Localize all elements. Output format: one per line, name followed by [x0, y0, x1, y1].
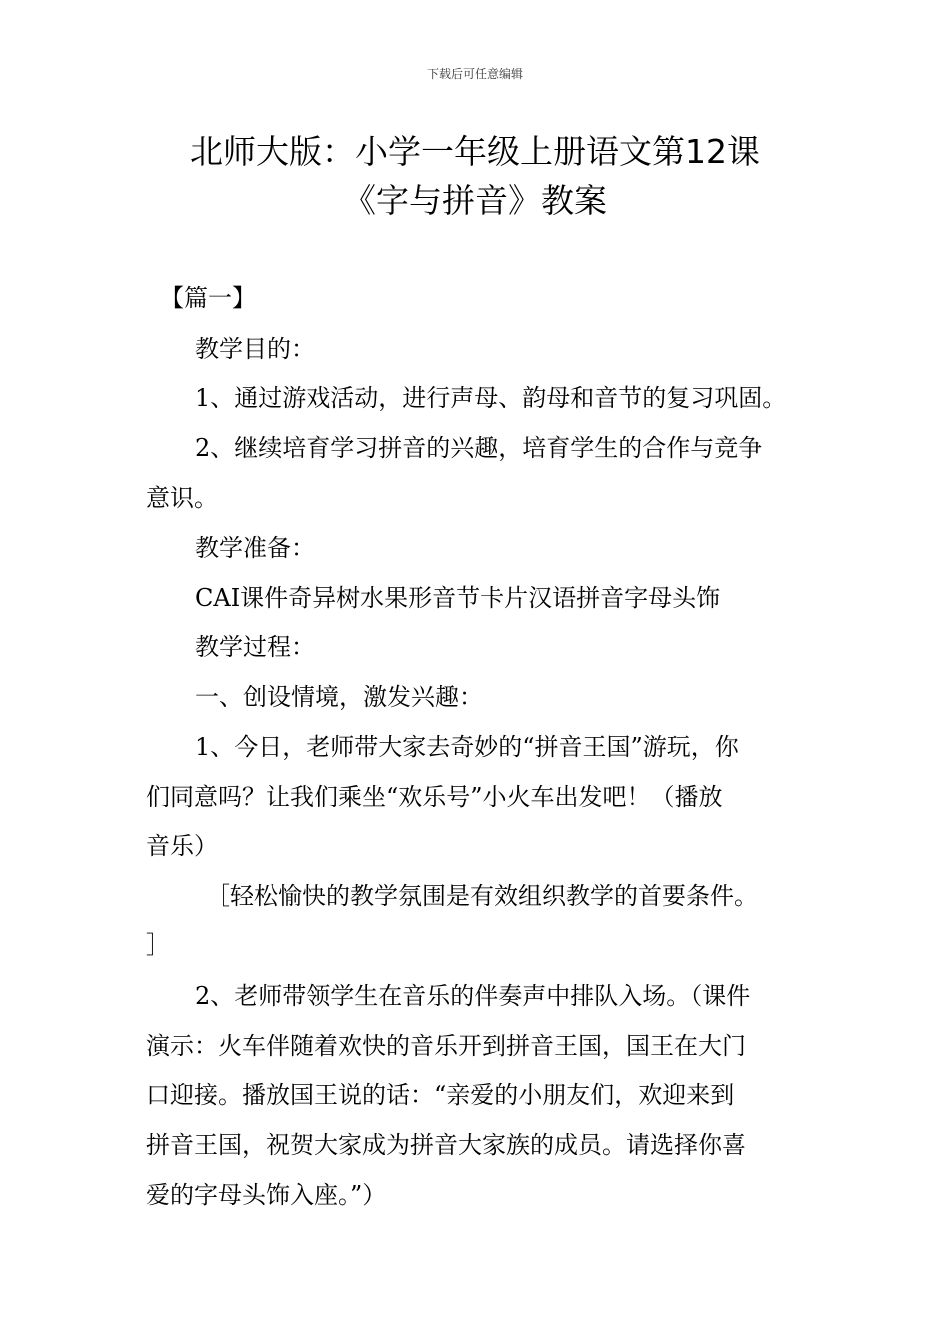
teaching-note-line-2: ］ [146, 931, 170, 959]
goal-item-2-line-2: 意识。 [146, 484, 218, 512]
goal-heading: 教学目的： [195, 335, 315, 363]
paragraph-2-line-1: 2、老师带领学生在音乐的伴奏声中排队入场。（课件 [195, 982, 751, 1010]
header-note: 下载后可任意编辑 [426, 67, 523, 81]
paragraph-2-line-3: 口迎接。播放国王说的话：“亲爱的小朋友们，欢迎来到 [146, 1081, 735, 1109]
paragraph-2-line-5: 爱的字母头饰入座。”） [146, 1181, 387, 1209]
teaching-note-line-1: ［轻松愉快的教学氛围是有效组织教学的首要条件。 [206, 882, 758, 910]
prep-items: CAI课件奇异树水果形音节卡片汉语拼音字母头饰 [195, 584, 721, 612]
step1-heading: 一、创设情境，激发兴趣： [195, 683, 483, 711]
goal-item-2-line-1: 2、继续培育学习拼音的兴趣，培育学生的合作与竞争 [195, 434, 763, 462]
paragraph-1-line-1: 1、今日，老师带大家去奇妙的“拼音王国”游玩，你 [195, 733, 739, 761]
title-line-1: 北师大版：小学一年级上册语文第12课 [190, 132, 760, 171]
section-label: 【篇一】 [160, 284, 256, 312]
title-line-2: 《字与拼音》教案 [343, 181, 607, 220]
paragraph-1-line-2: 们同意吗？让我们乘坐“欢乐号”小火车出发吧！（播放 [146, 783, 723, 811]
prep-heading: 教学准备： [195, 534, 315, 562]
process-heading: 教学过程： [195, 633, 315, 661]
paragraph-2-line-4: 拼音王国，祝贺大家成为拼音大家族的成员。请选择你喜 [146, 1131, 746, 1159]
paragraph-1-line-3: 音乐） [146, 832, 218, 860]
goal-item-1: 1、通过游戏活动，进行声母、韵母和音节的复习巩固。 [195, 384, 787, 412]
paragraph-2-line-2: 演示：火车伴随着欢快的音乐开到拼音王国，国王在大门 [146, 1032, 746, 1060]
